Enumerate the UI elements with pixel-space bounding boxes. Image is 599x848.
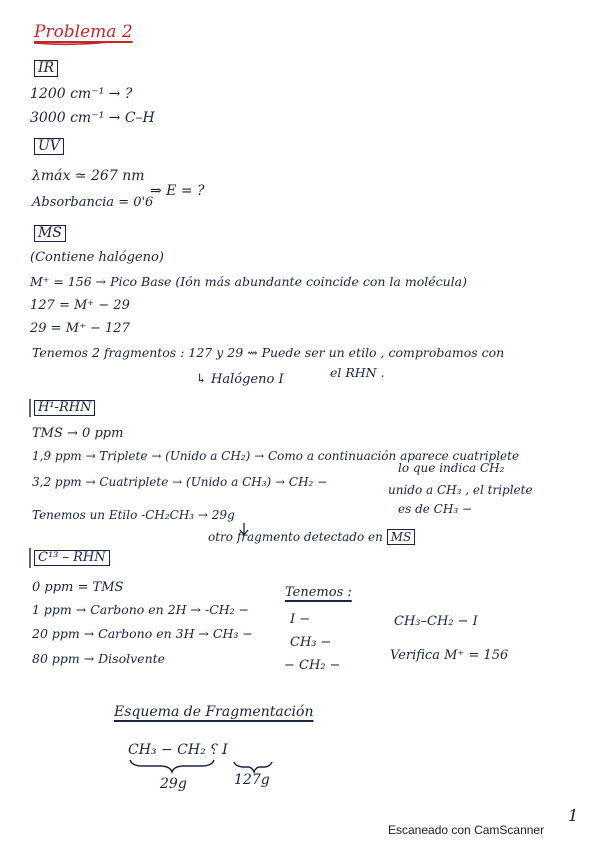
hnmr-line-3c: es de CH₃ − <box>398 502 472 516</box>
hnmr-line-5-text: otro fragmento detectado en <box>208 530 383 544</box>
scanner-watermark: Escaneado con CamScanner <box>388 823 545 837</box>
scheme-formula: CH₃ − CH₂ ⸮ I <box>128 742 228 758</box>
cnmr-label: C¹³ – RHN <box>34 550 110 566</box>
scheme-right-mass: 127g <box>234 772 270 788</box>
ms-line-6: ↳ Halógeno I <box>196 372 284 387</box>
tenemos-item-2: CH₃ − <box>290 635 332 650</box>
uv-label: UV <box>34 138 64 155</box>
page-title: Problema 2 <box>34 22 133 42</box>
ms-line-2: M⁺ = 156 → Pico Base (Ión más abundante coincide con la molécula) <box>30 274 468 289</box>
page-number: 1 <box>568 806 579 825</box>
cnmr-line-2: 1 ppm → Carbono en 2H → -CH₂ − <box>32 602 250 617</box>
ms-line-5b: el RHN . <box>330 365 385 380</box>
scheme-title: Esquema de Fragmentación <box>114 704 314 720</box>
hnmr-line-1: TMS → 0 ppm <box>32 426 124 441</box>
hnmr-label: H¹-RHN <box>34 400 95 416</box>
hnmr-line-2a: 1,9 ppm → Triplete → (Unido a CH₂) → Como a continuación aparece cuatriplete <box>32 449 520 463</box>
hnmr-line-4: Tenemos un Etilo -CH₂CH₃ → 29g <box>32 508 235 522</box>
ms-label: MS <box>34 225 66 242</box>
ms-line-5a: Tenemos 2 fragmentos : 127 y 29 ⇝ Puede ser un etilo , comprobamos con <box>32 345 505 360</box>
hnmr-line-5-box: MS <box>387 529 416 545</box>
ir-line-2: 3000 cm⁻¹ → C–H <box>30 110 155 126</box>
uv-line-1: λmáx ≃ 267 nm <box>32 168 145 184</box>
cnmr-line-1: 0 ppm = TMS <box>32 580 124 595</box>
scheme-left-mass: 29g <box>160 776 187 792</box>
cnmr-line-3: 20 ppm → Carbono en 3H → CH₃ − <box>32 626 253 641</box>
cnmr-line-4: 80 ppm → Disolvente <box>32 651 166 666</box>
hnmr-line-3a: 3,2 ppm → Cuatriplete → (Unido a CH₃) → CH₂ − <box>32 475 328 489</box>
tenemos-verify: Verifica M⁺ = 156 <box>390 648 509 663</box>
ir-line-1: 1200 cm⁻¹ → ? <box>30 86 133 102</box>
uv-result: ⇒ E = ? <box>150 183 205 199</box>
ir-label: IR <box>34 60 58 77</box>
uv-line-2: Absorbancia = 0'6 <box>32 195 154 210</box>
tenemos-item-1: I − <box>290 612 311 627</box>
ms-line-1: (Contiene halógeno) <box>30 250 164 265</box>
hnmr-line-3b: unido a CH₃ , el triplete <box>388 483 533 497</box>
tenemos-header: Tenemos : <box>285 585 352 600</box>
tenemos-formula: CH₃–CH₂ − I <box>394 614 478 629</box>
tenemos-item-3: − CH₂ − <box>284 658 341 673</box>
hnmr-line-2b: lo que indica CH₂ <box>398 461 505 475</box>
ms-line-4: 29 = M⁺ − 127 <box>30 321 130 336</box>
hnmr-line-5 <box>208 530 415 544</box>
ms-line-3: 127 = M⁺ − 29 <box>30 298 130 313</box>
